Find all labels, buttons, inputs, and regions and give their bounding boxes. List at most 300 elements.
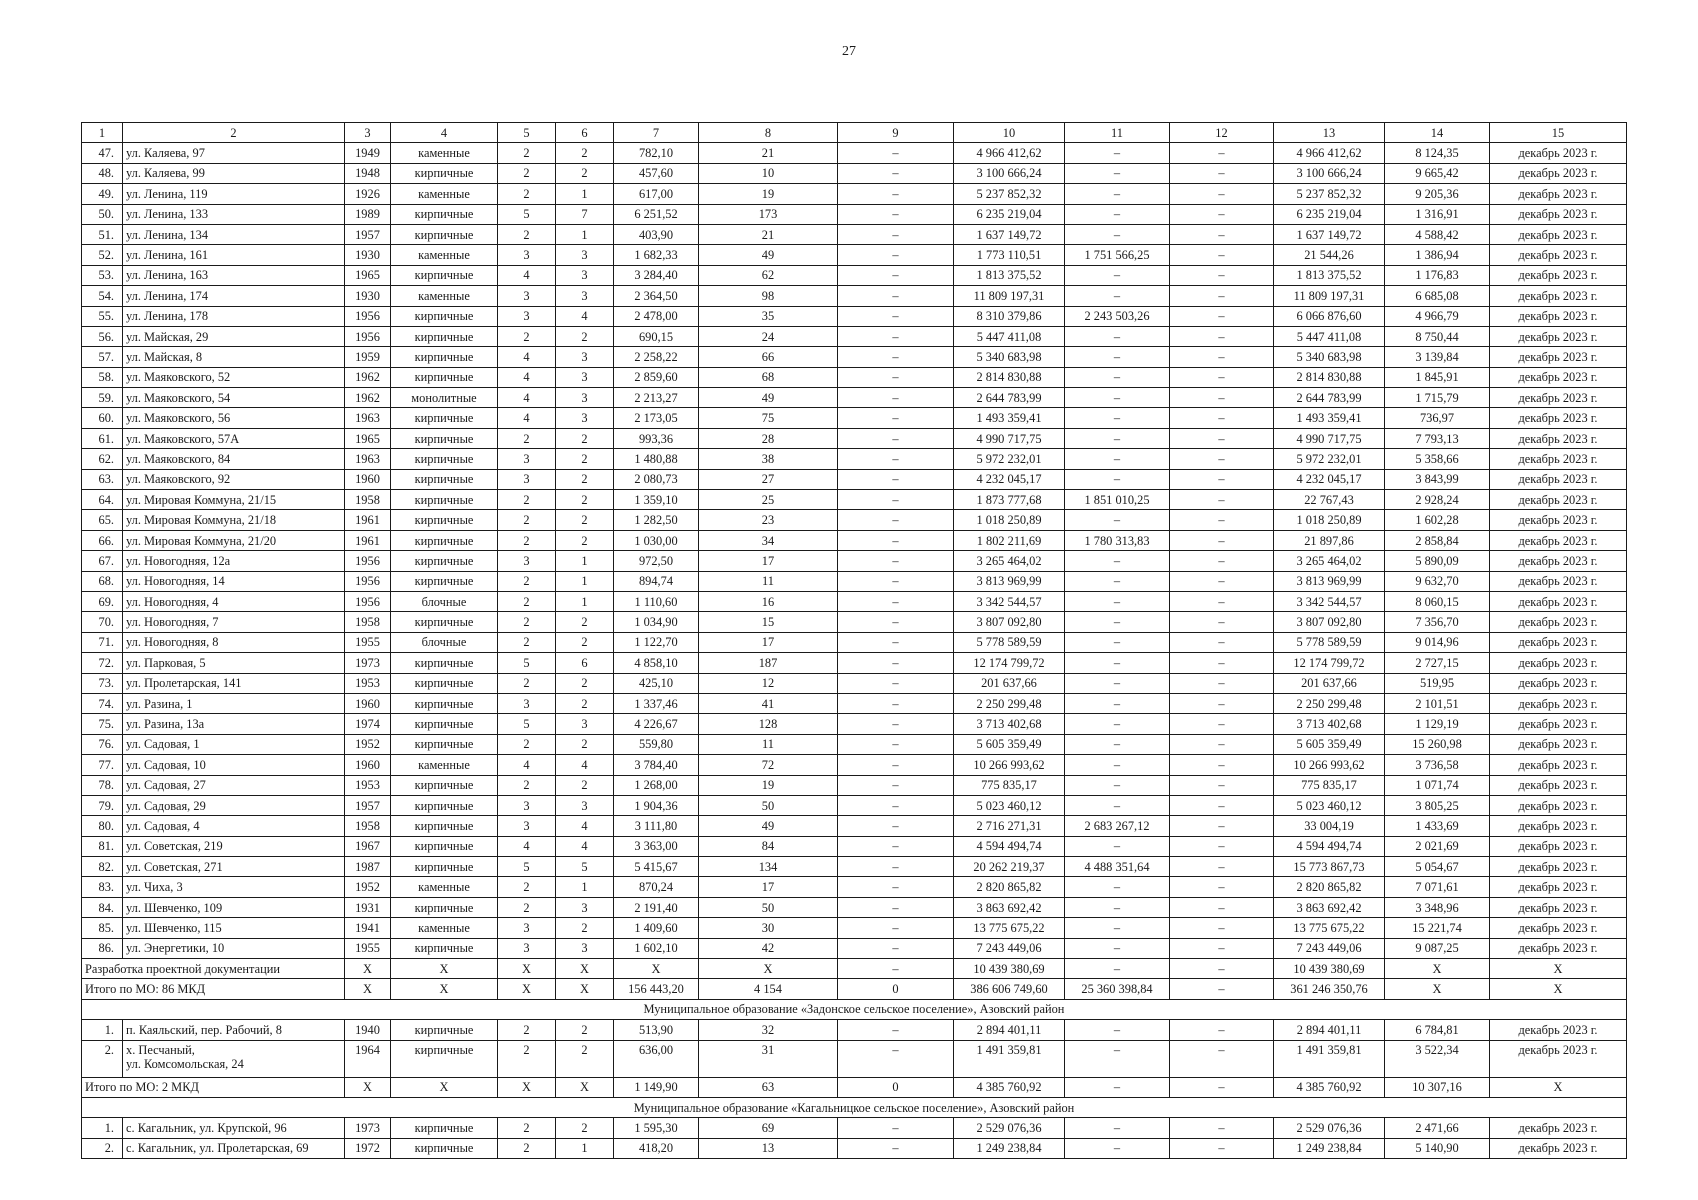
total-cost: 3 713 402,68 bbox=[954, 714, 1065, 734]
cost-per-sqm: 2 928,24 bbox=[1385, 490, 1490, 510]
deadline: декабрь 2023 г. bbox=[1490, 326, 1627, 346]
col-13: 5 237 852,32 bbox=[1274, 184, 1385, 204]
deadline: декабрь 2023 г. bbox=[1490, 490, 1627, 510]
column-number-7: 7 bbox=[614, 123, 699, 143]
entrances: 4 bbox=[556, 816, 614, 836]
col-12: – bbox=[1170, 836, 1274, 856]
cost-per-sqm: 4 588,42 bbox=[1385, 224, 1490, 244]
entrances: 2 bbox=[556, 143, 614, 163]
year-built: 1967 bbox=[345, 836, 391, 856]
col-13: 4 966 412,62 bbox=[1274, 143, 1385, 163]
wall-material: кирпичные bbox=[391, 775, 498, 795]
col-12: – bbox=[1170, 591, 1274, 611]
address: ул. Парковая, 5 bbox=[123, 653, 345, 673]
col-9: – bbox=[838, 367, 954, 387]
address: ул. Садовая, 4 bbox=[123, 816, 345, 836]
residents: 4 154 bbox=[699, 979, 838, 999]
year-built: 1960 bbox=[345, 755, 391, 775]
total-cost: 1 018 250,89 bbox=[954, 510, 1065, 530]
table-row bbox=[82, 347, 1627, 367]
total-cost: 3 807 092,80 bbox=[954, 612, 1065, 632]
total-cost: 8 310 379,86 bbox=[954, 306, 1065, 326]
deadline: декабрь 2023 г. bbox=[1490, 469, 1627, 489]
residents: 49 bbox=[699, 388, 838, 408]
floors: 5 bbox=[498, 653, 556, 673]
table-row bbox=[82, 897, 1627, 917]
total-cost: 7 243 449,06 bbox=[954, 938, 1065, 958]
col-13: 5 605 359,49 bbox=[1274, 734, 1385, 754]
floors: 4 bbox=[498, 836, 556, 856]
deadline: декабрь 2023 г. bbox=[1490, 163, 1627, 183]
residents: 42 bbox=[699, 938, 838, 958]
col-11: – bbox=[1065, 408, 1170, 428]
col-11: – bbox=[1065, 897, 1170, 917]
cost-per-sqm: 15 221,74 bbox=[1385, 918, 1490, 938]
col-9: – bbox=[838, 836, 954, 856]
year-built: 1989 bbox=[345, 204, 391, 224]
row-number: 57. bbox=[82, 347, 123, 367]
cost-per-sqm: 9 205,36 bbox=[1385, 184, 1490, 204]
total-area: 156 443,20 bbox=[614, 979, 699, 999]
row-number: 56. bbox=[82, 326, 123, 346]
wall-material: кирпичные bbox=[391, 612, 498, 632]
col-12: – bbox=[1170, 490, 1274, 510]
total-area: 972,50 bbox=[614, 551, 699, 571]
year-built: 1926 bbox=[345, 184, 391, 204]
table-row bbox=[82, 714, 1627, 734]
deadline: декабрь 2023 г. bbox=[1490, 408, 1627, 428]
col-11: 2 683 267,12 bbox=[1065, 816, 1170, 836]
total-area: 4 226,67 bbox=[614, 714, 699, 734]
floors: 2 bbox=[498, 1020, 556, 1040]
total-area: 3 284,40 bbox=[614, 265, 699, 285]
year-built: 1949 bbox=[345, 143, 391, 163]
total-row bbox=[82, 979, 1627, 999]
row-label: Итого по МО: 2 МКД bbox=[82, 1077, 345, 1097]
col-9: – bbox=[838, 306, 954, 326]
address: ул. Ленина, 178 bbox=[123, 306, 345, 326]
cost-per-sqm: 2 021,69 bbox=[1385, 836, 1490, 856]
cost-per-sqm: 9 632,70 bbox=[1385, 571, 1490, 591]
total-cost: 3 342 544,57 bbox=[954, 591, 1065, 611]
col-9: – bbox=[838, 918, 954, 938]
col-9: – bbox=[838, 224, 954, 244]
year-built: 1955 bbox=[345, 632, 391, 652]
col-11: – bbox=[1065, 918, 1170, 938]
row-number: 47. bbox=[82, 143, 123, 163]
column-number-9: 9 bbox=[838, 123, 954, 143]
table-row bbox=[82, 286, 1627, 306]
row-number: 59. bbox=[82, 388, 123, 408]
entrances: 2 bbox=[556, 1118, 614, 1138]
col-12: – bbox=[1170, 1138, 1274, 1158]
residents: 27 bbox=[699, 469, 838, 489]
column-number-13: 13 bbox=[1274, 123, 1385, 143]
col-9: – bbox=[838, 1040, 954, 1077]
total-cost: 12 174 799,72 bbox=[954, 653, 1065, 673]
col-13: 4 232 045,17 bbox=[1274, 469, 1385, 489]
wall-material: кирпичные bbox=[391, 306, 498, 326]
address: ул. Мировая Коммуна, 21/20 bbox=[123, 530, 345, 550]
year-built: 1965 bbox=[345, 265, 391, 285]
entrances: 3 bbox=[556, 795, 614, 815]
total-area: 1 268,00 bbox=[614, 775, 699, 795]
residents: 128 bbox=[699, 714, 838, 734]
address: ул. Маяковского, 52 bbox=[123, 367, 345, 387]
col-13: 13 775 675,22 bbox=[1274, 918, 1385, 938]
cost-per-sqm: 6 784,81 bbox=[1385, 1020, 1490, 1040]
total-area: 2 478,00 bbox=[614, 306, 699, 326]
address: ул. Каляева, 97 bbox=[123, 143, 345, 163]
wall-material: кирпичные bbox=[391, 367, 498, 387]
entrances: X bbox=[556, 959, 614, 979]
floors: X bbox=[498, 979, 556, 999]
residents: 134 bbox=[699, 857, 838, 877]
floors: 2 bbox=[498, 490, 556, 510]
year-built: 1962 bbox=[345, 367, 391, 387]
total-area: 894,74 bbox=[614, 571, 699, 591]
municipality-header-row bbox=[82, 999, 1627, 1019]
col-12: – bbox=[1170, 1040, 1274, 1077]
col-12: – bbox=[1170, 1077, 1274, 1097]
floors: 2 bbox=[498, 632, 556, 652]
col-9: – bbox=[838, 795, 954, 815]
deadline: декабрь 2023 г. bbox=[1490, 571, 1627, 591]
cost-per-sqm: 7 793,13 bbox=[1385, 428, 1490, 448]
col-11: – bbox=[1065, 347, 1170, 367]
floors: 3 bbox=[498, 469, 556, 489]
floors: 3 bbox=[498, 449, 556, 469]
col-12: – bbox=[1170, 1020, 1274, 1040]
table-row bbox=[82, 184, 1627, 204]
cost-per-sqm: 4 966,79 bbox=[1385, 306, 1490, 326]
wall-material: каменные bbox=[391, 877, 498, 897]
col-9: – bbox=[838, 449, 954, 469]
table-row bbox=[82, 857, 1627, 877]
residents: 17 bbox=[699, 877, 838, 897]
entrances: 1 bbox=[556, 224, 614, 244]
entrances: 3 bbox=[556, 347, 614, 367]
row-number: 84. bbox=[82, 897, 123, 917]
address: ул. Шевченко, 115 bbox=[123, 918, 345, 938]
entrances: 3 bbox=[556, 245, 614, 265]
year-built: 1963 bbox=[345, 408, 391, 428]
entrances: 3 bbox=[556, 897, 614, 917]
address: ул. Майская, 29 bbox=[123, 326, 345, 346]
residents: 15 bbox=[699, 612, 838, 632]
wall-material: кирпичные bbox=[391, 204, 498, 224]
total-area: 2 258,22 bbox=[614, 347, 699, 367]
total-area: 617,00 bbox=[614, 184, 699, 204]
floors: 2 bbox=[498, 510, 556, 530]
table-row bbox=[82, 306, 1627, 326]
deadline: декабрь 2023 г. bbox=[1490, 1040, 1627, 1077]
deadline: декабрь 2023 г. bbox=[1490, 897, 1627, 917]
entrances: 2 bbox=[556, 918, 614, 938]
col-9: – bbox=[838, 897, 954, 917]
address-line-1: х. Песчаный, bbox=[126, 1042, 195, 1057]
col-12: – bbox=[1170, 653, 1274, 673]
year-built: 1948 bbox=[345, 163, 391, 183]
col-9: – bbox=[838, 612, 954, 632]
col-13: 7 243 449,06 bbox=[1274, 938, 1385, 958]
total-cost: 13 775 675,22 bbox=[954, 918, 1065, 938]
row-number: 64. bbox=[82, 490, 123, 510]
column-number-15: 15 bbox=[1490, 123, 1627, 143]
deadline: декабрь 2023 г. bbox=[1490, 265, 1627, 285]
row-number: 52. bbox=[82, 245, 123, 265]
address: ул. Разина, 13а bbox=[123, 714, 345, 734]
col-9: – bbox=[838, 163, 954, 183]
total-cost: 4 594 494,74 bbox=[954, 836, 1065, 856]
table-row bbox=[82, 1118, 1627, 1138]
deadline: декабрь 2023 г. bbox=[1490, 857, 1627, 877]
col-12: – bbox=[1170, 714, 1274, 734]
table-row bbox=[82, 632, 1627, 652]
wall-material: каменные bbox=[391, 755, 498, 775]
col-11: – bbox=[1065, 1020, 1170, 1040]
col-13: 11 809 197,31 bbox=[1274, 286, 1385, 306]
col-11: – bbox=[1065, 551, 1170, 571]
col-13: 3 100 666,24 bbox=[1274, 163, 1385, 183]
year-built: 1955 bbox=[345, 938, 391, 958]
col-9: – bbox=[838, 1138, 954, 1158]
col-12: – bbox=[1170, 897, 1274, 917]
design-documentation-row bbox=[82, 959, 1627, 979]
cost-per-sqm: 1 176,83 bbox=[1385, 265, 1490, 285]
floors: 3 bbox=[498, 795, 556, 815]
row-number: 51. bbox=[82, 224, 123, 244]
deadline: декабрь 2023 г. bbox=[1490, 1118, 1627, 1138]
total-area: 457,60 bbox=[614, 163, 699, 183]
wall-material: кирпичные bbox=[391, 449, 498, 469]
year-built: 1953 bbox=[345, 775, 391, 795]
table-row bbox=[82, 408, 1627, 428]
col-12: – bbox=[1170, 469, 1274, 489]
address: ул. Новогодняя, 14 bbox=[123, 571, 345, 591]
col-13: 3 265 464,02 bbox=[1274, 551, 1385, 571]
deadline: декабрь 2023 г. bbox=[1490, 143, 1627, 163]
residents: 34 bbox=[699, 530, 838, 550]
col-13: 201 637,66 bbox=[1274, 673, 1385, 693]
total-cost: 1 813 375,52 bbox=[954, 265, 1065, 285]
col-9: – bbox=[838, 816, 954, 836]
total-cost: 1 773 110,51 bbox=[954, 245, 1065, 265]
table-row bbox=[82, 204, 1627, 224]
col-11: – bbox=[1065, 449, 1170, 469]
cost-per-sqm: 2 471,66 bbox=[1385, 1118, 1490, 1138]
deadline: декабрь 2023 г. bbox=[1490, 653, 1627, 673]
total-cost: 2 820 865,82 bbox=[954, 877, 1065, 897]
col-11: 1 851 010,25 bbox=[1065, 490, 1170, 510]
col-13: 12 174 799,72 bbox=[1274, 653, 1385, 673]
col-9: – bbox=[838, 714, 954, 734]
total-area: 559,80 bbox=[614, 734, 699, 754]
col-13: 5 340 683,98 bbox=[1274, 347, 1385, 367]
col-11: – bbox=[1065, 795, 1170, 815]
table-row bbox=[82, 816, 1627, 836]
residents: 50 bbox=[699, 897, 838, 917]
col-12: – bbox=[1170, 734, 1274, 754]
wall-material: кирпичные bbox=[391, 938, 498, 958]
address: ул. Советская, 219 bbox=[123, 836, 345, 856]
col-12: – bbox=[1170, 775, 1274, 795]
residents: 35 bbox=[699, 306, 838, 326]
table-row bbox=[82, 143, 1627, 163]
residents: 19 bbox=[699, 184, 838, 204]
col-11: – bbox=[1065, 367, 1170, 387]
address: ул. Садовая, 27 bbox=[123, 775, 345, 795]
residents: 24 bbox=[699, 326, 838, 346]
col-13: 6 066 876,60 bbox=[1274, 306, 1385, 326]
col-13: 3 342 544,57 bbox=[1274, 591, 1385, 611]
page-number: 27 bbox=[842, 44, 856, 59]
col-9: – bbox=[838, 530, 954, 550]
col-13: 3 863 692,42 bbox=[1274, 897, 1385, 917]
col-11: – bbox=[1065, 775, 1170, 795]
wall-material: кирпичные bbox=[391, 897, 498, 917]
total-cost: 5 023 460,12 bbox=[954, 795, 1065, 815]
deadline: декабрь 2023 г. bbox=[1490, 224, 1627, 244]
wall-material: кирпичные bbox=[391, 1020, 498, 1040]
entrances: 2 bbox=[556, 428, 614, 448]
year-built: 1960 bbox=[345, 469, 391, 489]
table-row bbox=[82, 367, 1627, 387]
total-area: 1 480,88 bbox=[614, 449, 699, 469]
cost-per-sqm: 1 071,74 bbox=[1385, 775, 1490, 795]
residents: 12 bbox=[699, 673, 838, 693]
total-cost: 2 716 271,31 bbox=[954, 816, 1065, 836]
col-12: – bbox=[1170, 204, 1274, 224]
col-13: 2 529 076,36 bbox=[1274, 1118, 1385, 1138]
row-number: 58. bbox=[82, 367, 123, 387]
deadline: декабрь 2023 г. bbox=[1490, 795, 1627, 815]
wall-material: кирпичные bbox=[391, 469, 498, 489]
col-11: – bbox=[1065, 184, 1170, 204]
col-12: – bbox=[1170, 388, 1274, 408]
table-row bbox=[82, 918, 1627, 938]
col-13: 2 644 783,99 bbox=[1274, 388, 1385, 408]
table-row bbox=[82, 734, 1627, 754]
row-number: 62. bbox=[82, 449, 123, 469]
floors: 2 bbox=[498, 1138, 556, 1158]
cost-per-sqm: X bbox=[1385, 979, 1490, 999]
cost-per-sqm: 5 890,09 bbox=[1385, 551, 1490, 571]
col-11: – bbox=[1065, 388, 1170, 408]
col-12: – bbox=[1170, 449, 1274, 469]
col-11: – bbox=[1065, 326, 1170, 346]
wall-material: кирпичные bbox=[391, 673, 498, 693]
cost-per-sqm: 1 129,19 bbox=[1385, 714, 1490, 734]
floors: 4 bbox=[498, 367, 556, 387]
floors: 3 bbox=[498, 938, 556, 958]
wall-material: кирпичные bbox=[391, 836, 498, 856]
col-13: 2 814 830,88 bbox=[1274, 367, 1385, 387]
col-9: – bbox=[838, 755, 954, 775]
table-row bbox=[82, 1138, 1627, 1158]
year-built: 1956 bbox=[345, 591, 391, 611]
year-built: 1957 bbox=[345, 795, 391, 815]
col-12: – bbox=[1170, 510, 1274, 530]
wall-material: кирпичные bbox=[391, 693, 498, 713]
col-12: – bbox=[1170, 306, 1274, 326]
wall-material: кирпичные bbox=[391, 530, 498, 550]
municipality-title: Муниципальное образование «Кагальницкое сельское поселение», Азовский район bbox=[82, 1097, 1627, 1117]
address: ул. Мировая Коммуна, 21/18 bbox=[123, 510, 345, 530]
col-13: 22 767,43 bbox=[1274, 490, 1385, 510]
wall-material: монолитные bbox=[391, 388, 498, 408]
wall-material: каменные bbox=[391, 245, 498, 265]
year-built: 1930 bbox=[345, 245, 391, 265]
col-9: – bbox=[838, 204, 954, 224]
wall-material: кирпичные bbox=[391, 857, 498, 877]
deadline: декабрь 2023 г. bbox=[1490, 734, 1627, 754]
col-9: – bbox=[838, 469, 954, 489]
column-number-3: 3 bbox=[345, 123, 391, 143]
floors: 2 bbox=[498, 897, 556, 917]
floors: 2 bbox=[498, 877, 556, 897]
col-11: 2 243 503,26 bbox=[1065, 306, 1170, 326]
floors: 2 bbox=[498, 428, 556, 448]
total-cost: 10 439 380,69 bbox=[954, 959, 1065, 979]
deadline: декабрь 2023 г. bbox=[1490, 693, 1627, 713]
total-area: 2 080,73 bbox=[614, 469, 699, 489]
total-cost: 2 894 401,11 bbox=[954, 1020, 1065, 1040]
entrances: 3 bbox=[556, 367, 614, 387]
entrances: X bbox=[556, 979, 614, 999]
table-row bbox=[82, 449, 1627, 469]
total-area: 1 359,10 bbox=[614, 490, 699, 510]
col-13: 4 594 494,74 bbox=[1274, 836, 1385, 856]
address: ул. Энергетики, 10 bbox=[123, 938, 345, 958]
residents: 62 bbox=[699, 265, 838, 285]
total-cost: 1 802 211,69 bbox=[954, 530, 1065, 550]
municipality-header-row bbox=[82, 1097, 1627, 1117]
total-area: 1 602,10 bbox=[614, 938, 699, 958]
col-12: – bbox=[1170, 693, 1274, 713]
address: ул. Маяковского, 57А bbox=[123, 428, 345, 448]
col-9: – bbox=[838, 734, 954, 754]
cost-per-sqm: 1 386,94 bbox=[1385, 245, 1490, 265]
entrances: 3 bbox=[556, 286, 614, 306]
table-row bbox=[82, 836, 1627, 856]
table-row bbox=[82, 245, 1627, 265]
address: ул. Ленина, 174 bbox=[123, 286, 345, 306]
row-number: 76. bbox=[82, 734, 123, 754]
entrances: 1 bbox=[556, 1138, 614, 1158]
col-12: – bbox=[1170, 918, 1274, 938]
address: ул. Разина, 1 bbox=[123, 693, 345, 713]
col-13: 361 246 350,76 bbox=[1274, 979, 1385, 999]
col-12: – bbox=[1170, 755, 1274, 775]
wall-material: кирпичные bbox=[391, 347, 498, 367]
total-cost: 2 250 299,48 bbox=[954, 693, 1065, 713]
row-number: 80. bbox=[82, 816, 123, 836]
entrances: 2 bbox=[556, 632, 614, 652]
wall-material: кирпичные bbox=[391, 265, 498, 285]
row-number: 85. bbox=[82, 918, 123, 938]
floors: 5 bbox=[498, 857, 556, 877]
table-row bbox=[82, 877, 1627, 897]
row-number: 2. bbox=[82, 1040, 123, 1077]
col-9: – bbox=[838, 857, 954, 877]
col-13: 5 447 411,08 bbox=[1274, 326, 1385, 346]
col-12: – bbox=[1170, 530, 1274, 550]
total-area: 1 904,36 bbox=[614, 795, 699, 815]
col-12: – bbox=[1170, 245, 1274, 265]
year-built: 1941 bbox=[345, 918, 391, 938]
total-area: 993,36 bbox=[614, 428, 699, 448]
